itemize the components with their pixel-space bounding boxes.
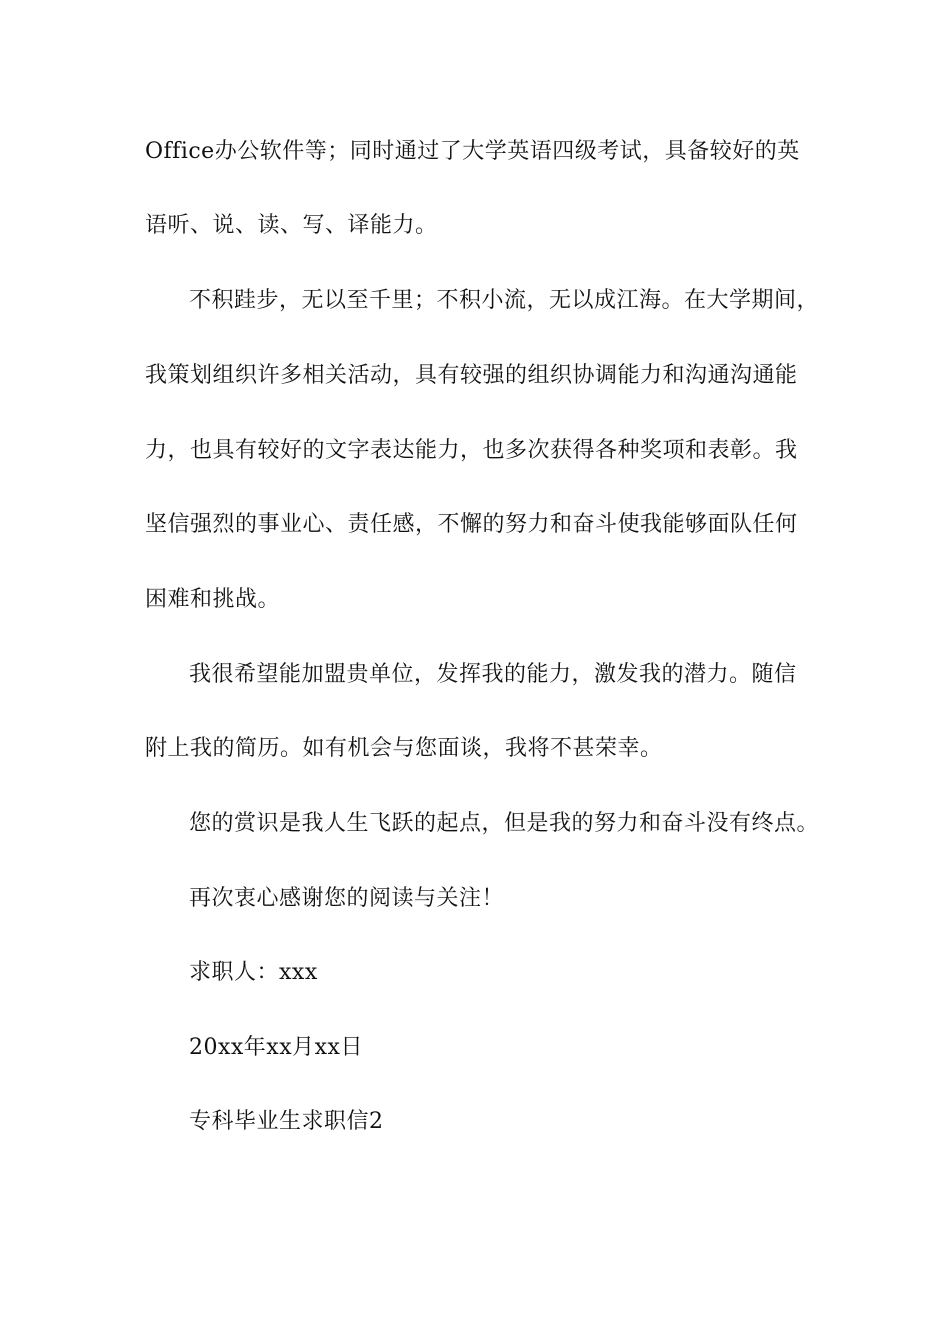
- text-line: 语听、说、读、写、译能力。: [145, 213, 438, 238]
- closing-line: 再次衷心感谢您的阅读与关注！: [189, 886, 505, 911]
- text-line: 坚信强烈的事业心、责任感，不懈的努力和奋斗使我能够面队任何: [145, 512, 798, 537]
- paragraph-start-line: 我很希望能加盟贵单位，发挥我的能力，激发我的潜力。随信: [189, 662, 797, 687]
- paragraph-start-line: 不积跬步，无以至千里；不积小流，无以成江海。在大学期间，: [189, 288, 820, 313]
- text-line: 力，也具有较好的文字表达能力，也多次获得各种奖项和表彰。我: [145, 438, 798, 463]
- date-line: 20xx年xx月xx日: [189, 1035, 363, 1060]
- signature-line: 求职人：xxx: [189, 960, 318, 985]
- section-title: 专科毕业生求职信2: [189, 1109, 384, 1134]
- text-line: Office办公软件等；同时通过了大学英语四级考试，具备较好的英: [145, 139, 800, 164]
- text-line: 困难和挑战。: [145, 587, 281, 612]
- paragraph-start-line: 您的赏识是我人生飞跃的起点，但是我的努力和奋斗没有终点。: [189, 811, 820, 836]
- text-line: 我策划组织许多相关活动，具有较强的组织协调能力和沟通沟通能: [145, 363, 798, 388]
- text-line: 附上我的简历。如有机会与您面谈，我将不甚荣幸。: [145, 736, 663, 761]
